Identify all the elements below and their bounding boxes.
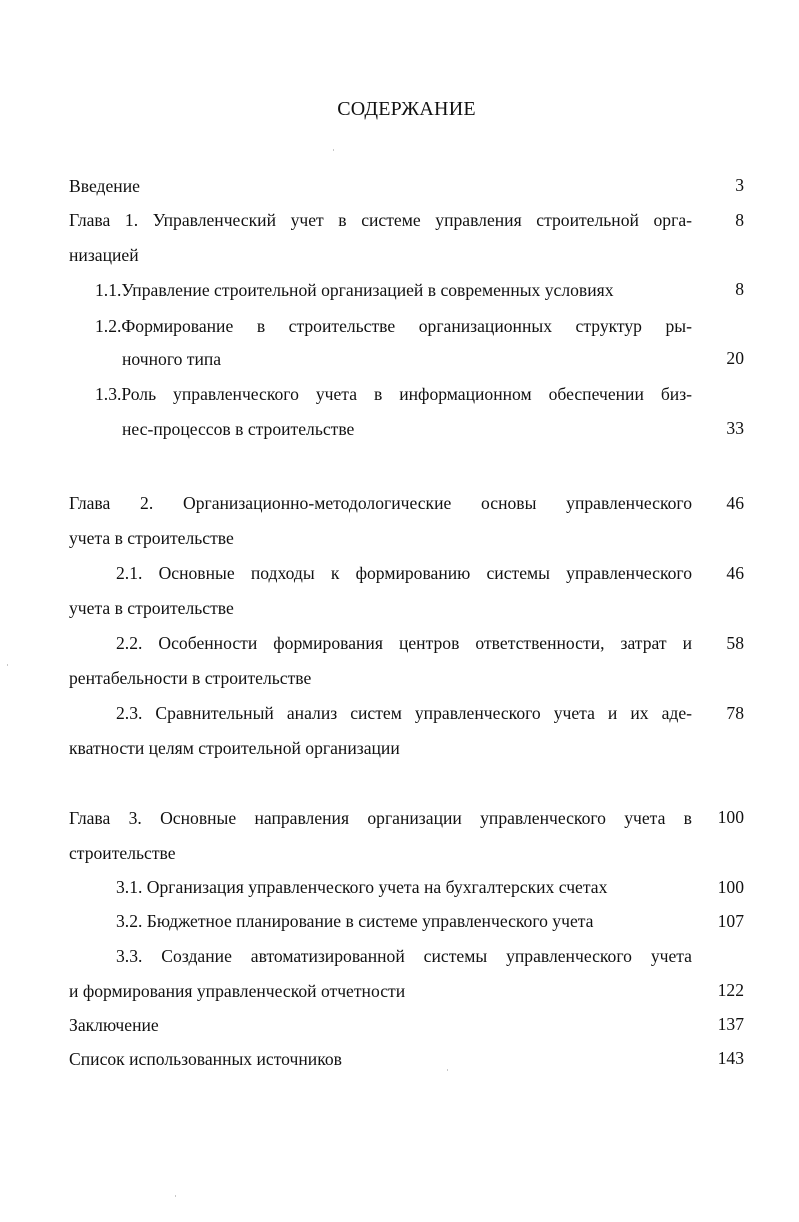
- toc-entry-introduction: Введение: [69, 176, 140, 196]
- toc-page-number: 46: [726, 563, 744, 583]
- toc-page-number: 33: [726, 418, 744, 438]
- toc-entry-section-2-2: 2.2. Особенности формирования центров ответственности, затрат и: [116, 633, 692, 653]
- toc-entry-section-1-2-cont: ночного типа: [122, 349, 222, 369]
- toc-page-number: 78: [726, 703, 744, 723]
- toc-page-number: 20: [726, 348, 744, 368]
- toc-entry-section-1-3-cont: нес-процессов в строительстве: [122, 419, 355, 439]
- toc-page-number: 46: [726, 493, 744, 513]
- toc-entry-section-1-3: 1.3.Роль управленческого учета в информационном обеспечении биз-: [95, 384, 692, 404]
- toc-entry-section-3-3: 3.3. Создание автоматизированной системы управленческого учета: [116, 946, 692, 966]
- toc-entry-section-2-3-cont: кватности целям строительной организации: [69, 738, 400, 758]
- scan-speck: [175, 1195, 176, 1197]
- scan-speck: [447, 1069, 448, 1071]
- toc-entry-section-1-1: 1.1.Управление строительной организацией в современных условиях: [95, 280, 614, 300]
- toc-entry-chapter-1: Глава 1. Управленческий учет в системе управления строительной орга-: [69, 210, 692, 230]
- toc-entry-references: Список использованных источников: [69, 1049, 342, 1069]
- toc-page-number: 3: [735, 175, 744, 195]
- toc-entry-section-3-2: 3.2. Бюджетное планирование в системе управленческого учета: [116, 911, 594, 931]
- toc-page-number: 100: [717, 807, 744, 827]
- toc-page-number: 100: [717, 877, 744, 897]
- toc-page-number: 8: [735, 210, 744, 230]
- toc-entry-section-1-2: 1.2.Формирование в строительстве организационных структур ры-: [95, 316, 692, 336]
- scan-speck: [7, 664, 8, 666]
- toc-entry-section-3-1: 3.1. Организация управленческого учета на бухгалтерских счетах: [116, 877, 608, 897]
- toc-entry-chapter-1-cont: низацией: [69, 245, 139, 265]
- toc-entry-section-2-1: 2.1. Основные подходы к формированию системы управленческого: [116, 563, 692, 583]
- toc-entry-section-2-1-cont: учета в строительстве: [69, 598, 234, 618]
- toc-page-number: 122: [717, 980, 744, 1000]
- page-title: СОДЕРЖАНИЕ: [337, 98, 476, 120]
- toc-page-number: 143: [717, 1048, 744, 1068]
- toc-page-number: 58: [726, 633, 744, 653]
- toc-entry-section-2-2-cont: рентабельности в строительстве: [69, 668, 312, 688]
- toc-entry-chapter-2-cont: учета в строительстве: [69, 528, 234, 548]
- toc-entry-conclusion: Заключение: [69, 1015, 159, 1035]
- toc-page-number: 8: [735, 279, 744, 299]
- scan-speck: [333, 149, 334, 151]
- toc-entry-chapter-2: Глава 2. Организационно-методологические основы управленческого: [69, 493, 692, 513]
- toc-entry-section-2-3: 2.3. Сравнительный анализ систем управленческого учета и их аде-: [116, 703, 692, 723]
- toc-entry-section-3-3-cont: и формирования управленческой отчетности: [69, 981, 406, 1001]
- toc-entry-chapter-3: Глава 3. Основные направления организации управленческого учета в: [69, 808, 692, 828]
- toc-entry-chapter-3-cont: строительстве: [69, 843, 176, 863]
- toc-page-number: 137: [717, 1014, 744, 1034]
- toc-page-number: 107: [717, 911, 744, 931]
